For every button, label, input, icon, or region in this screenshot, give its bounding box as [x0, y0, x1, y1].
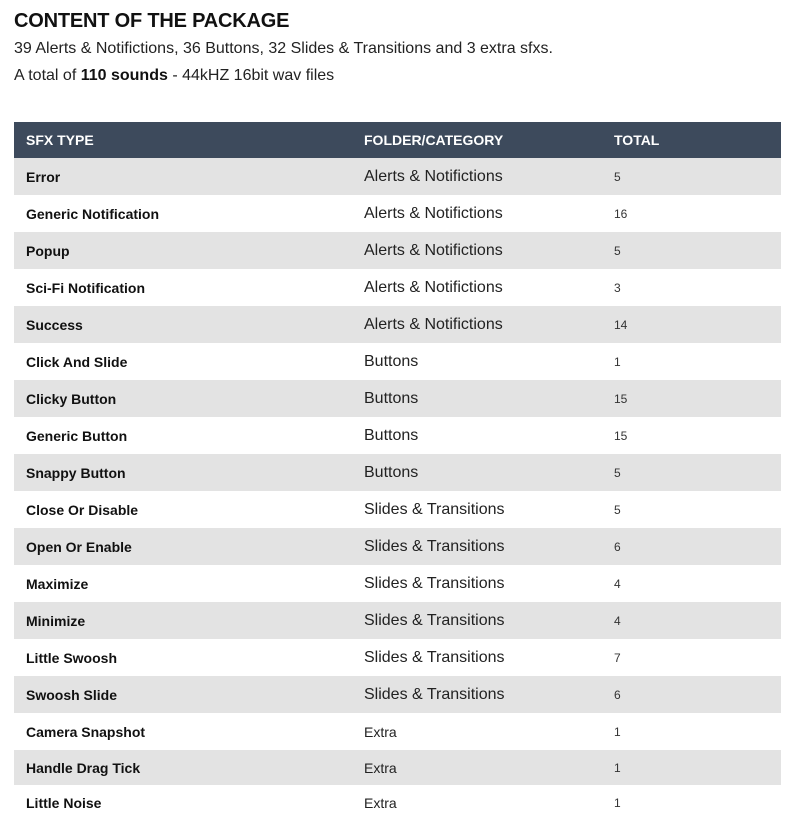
header-sfx-type: SFX TYPE — [26, 132, 94, 148]
category-cell: Extra — [364, 759, 397, 776]
total-cell: 4 — [614, 576, 621, 591]
category-cell: Slides & Transitions — [364, 574, 505, 592]
table-row — [14, 269, 781, 306]
sfx-table — [14, 122, 781, 821]
table-row — [14, 602, 781, 639]
total-cell: 3 — [614, 280, 621, 295]
total-cell: 1 — [614, 760, 621, 775]
total-suffix: - 44kHZ 16bit wav files — [167, 67, 335, 84]
total-cell: 6 — [614, 539, 621, 554]
category-cell: Alerts & Notifictions — [364, 315, 503, 333]
total-cell: 5 — [614, 465, 621, 480]
category-cell: Buttons — [364, 389, 419, 407]
category-cell: Buttons — [364, 352, 419, 370]
table-row — [14, 232, 781, 269]
table-row — [14, 565, 781, 602]
sfx-type-cell: Swoosh Slide — [26, 686, 118, 703]
category-cell: Alerts & Notifictions — [364, 241, 503, 259]
sfx-type-cell: Generic Button — [26, 427, 128, 444]
category-cell: Buttons — [364, 426, 419, 444]
total-cell: 15 — [614, 428, 628, 443]
sfx-type-cell: Generic Notification — [26, 205, 160, 222]
total-cell: 1 — [614, 354, 621, 369]
total-cell: 15 — [614, 391, 628, 406]
total-cell: 16 — [614, 206, 628, 221]
sfx-type-cell: Click And Slide — [26, 353, 128, 370]
sfx-type-cell: Sci-Fi Notification — [26, 279, 145, 296]
table-row — [14, 785, 781, 821]
sfx-type-cell: Snappy Button — [26, 464, 126, 481]
category-cell: Slides & Transitions — [364, 685, 505, 703]
table-body — [14, 158, 781, 821]
page-title: CONTENT OF THE PACKAGE — [14, 10, 290, 32]
category-cell: Slides & Transitions — [364, 537, 505, 555]
table-row — [14, 676, 781, 713]
category-cell: Extra — [364, 795, 397, 811]
total-cell: 4 — [614, 613, 621, 628]
total-cell: 1 — [614, 796, 621, 810]
sfx-type-cell: Camera Snapshot — [26, 723, 146, 740]
category-cell: Extra — [364, 723, 397, 740]
table-row — [14, 454, 781, 491]
table-row — [14, 713, 781, 750]
sfx-type-cell: Minimize — [26, 612, 86, 629]
total-cell: 1 — [614, 724, 621, 739]
header-folder-category: FOLDER/CATEGORY — [364, 132, 504, 148]
sfx-type-cell: Open Or Enable — [26, 538, 132, 555]
category-cell: Alerts & Notifictions — [364, 204, 503, 222]
total-prefix: A total of — [14, 67, 81, 84]
table-row — [14, 750, 781, 785]
sfx-type-cell: Popup — [26, 242, 70, 259]
sfx-type-cell: Little Noise — [26, 795, 102, 811]
category-cell: Slides & Transitions — [364, 500, 505, 518]
table-header — [14, 122, 781, 158]
table-row — [14, 417, 781, 454]
table-row — [14, 528, 781, 565]
table-row — [14, 306, 781, 343]
table-row — [14, 491, 781, 528]
table-row — [14, 158, 781, 195]
table-row — [14, 639, 781, 676]
sfx-type-cell: Error — [26, 168, 61, 185]
total-cell: 5 — [614, 243, 621, 258]
category-cell: Alerts & Notifictions — [364, 167, 503, 185]
category-cell: Slides & Transitions — [364, 648, 505, 666]
total-cell: 5 — [614, 169, 621, 184]
total-cell: 6 — [614, 687, 621, 702]
total-cell: 14 — [614, 317, 628, 332]
sfx-type-cell: Success — [26, 316, 83, 333]
table-row — [14, 380, 781, 417]
table-row — [14, 343, 781, 380]
sfx-type-cell: Handle Drag Tick — [26, 759, 141, 776]
table-row — [14, 195, 781, 232]
sfx-type-cell: Clicky Button — [26, 390, 117, 407]
total-cell: 7 — [614, 650, 621, 665]
category-cell: Buttons — [364, 463, 419, 481]
category-cell: Slides & Transitions — [364, 611, 505, 629]
total-sounds: 110 sounds — [80, 67, 168, 84]
package-summary: 39 Alerts & Notifictions, 36 Buttons, 32 Slides & Transitions and 3 extra sfxs. — [14, 40, 553, 57]
category-cell: Alerts & Notifictions — [364, 278, 503, 296]
total-cell: 5 — [614, 502, 621, 517]
sfx-type-cell: Maximize — [26, 575, 89, 592]
sfx-type-cell: Little Swoosh — [26, 649, 117, 666]
sfx-type-cell: Close Or Disable — [26, 501, 139, 518]
package-total — [14, 67, 334, 85]
header-total: TOTAL — [614, 132, 660, 148]
